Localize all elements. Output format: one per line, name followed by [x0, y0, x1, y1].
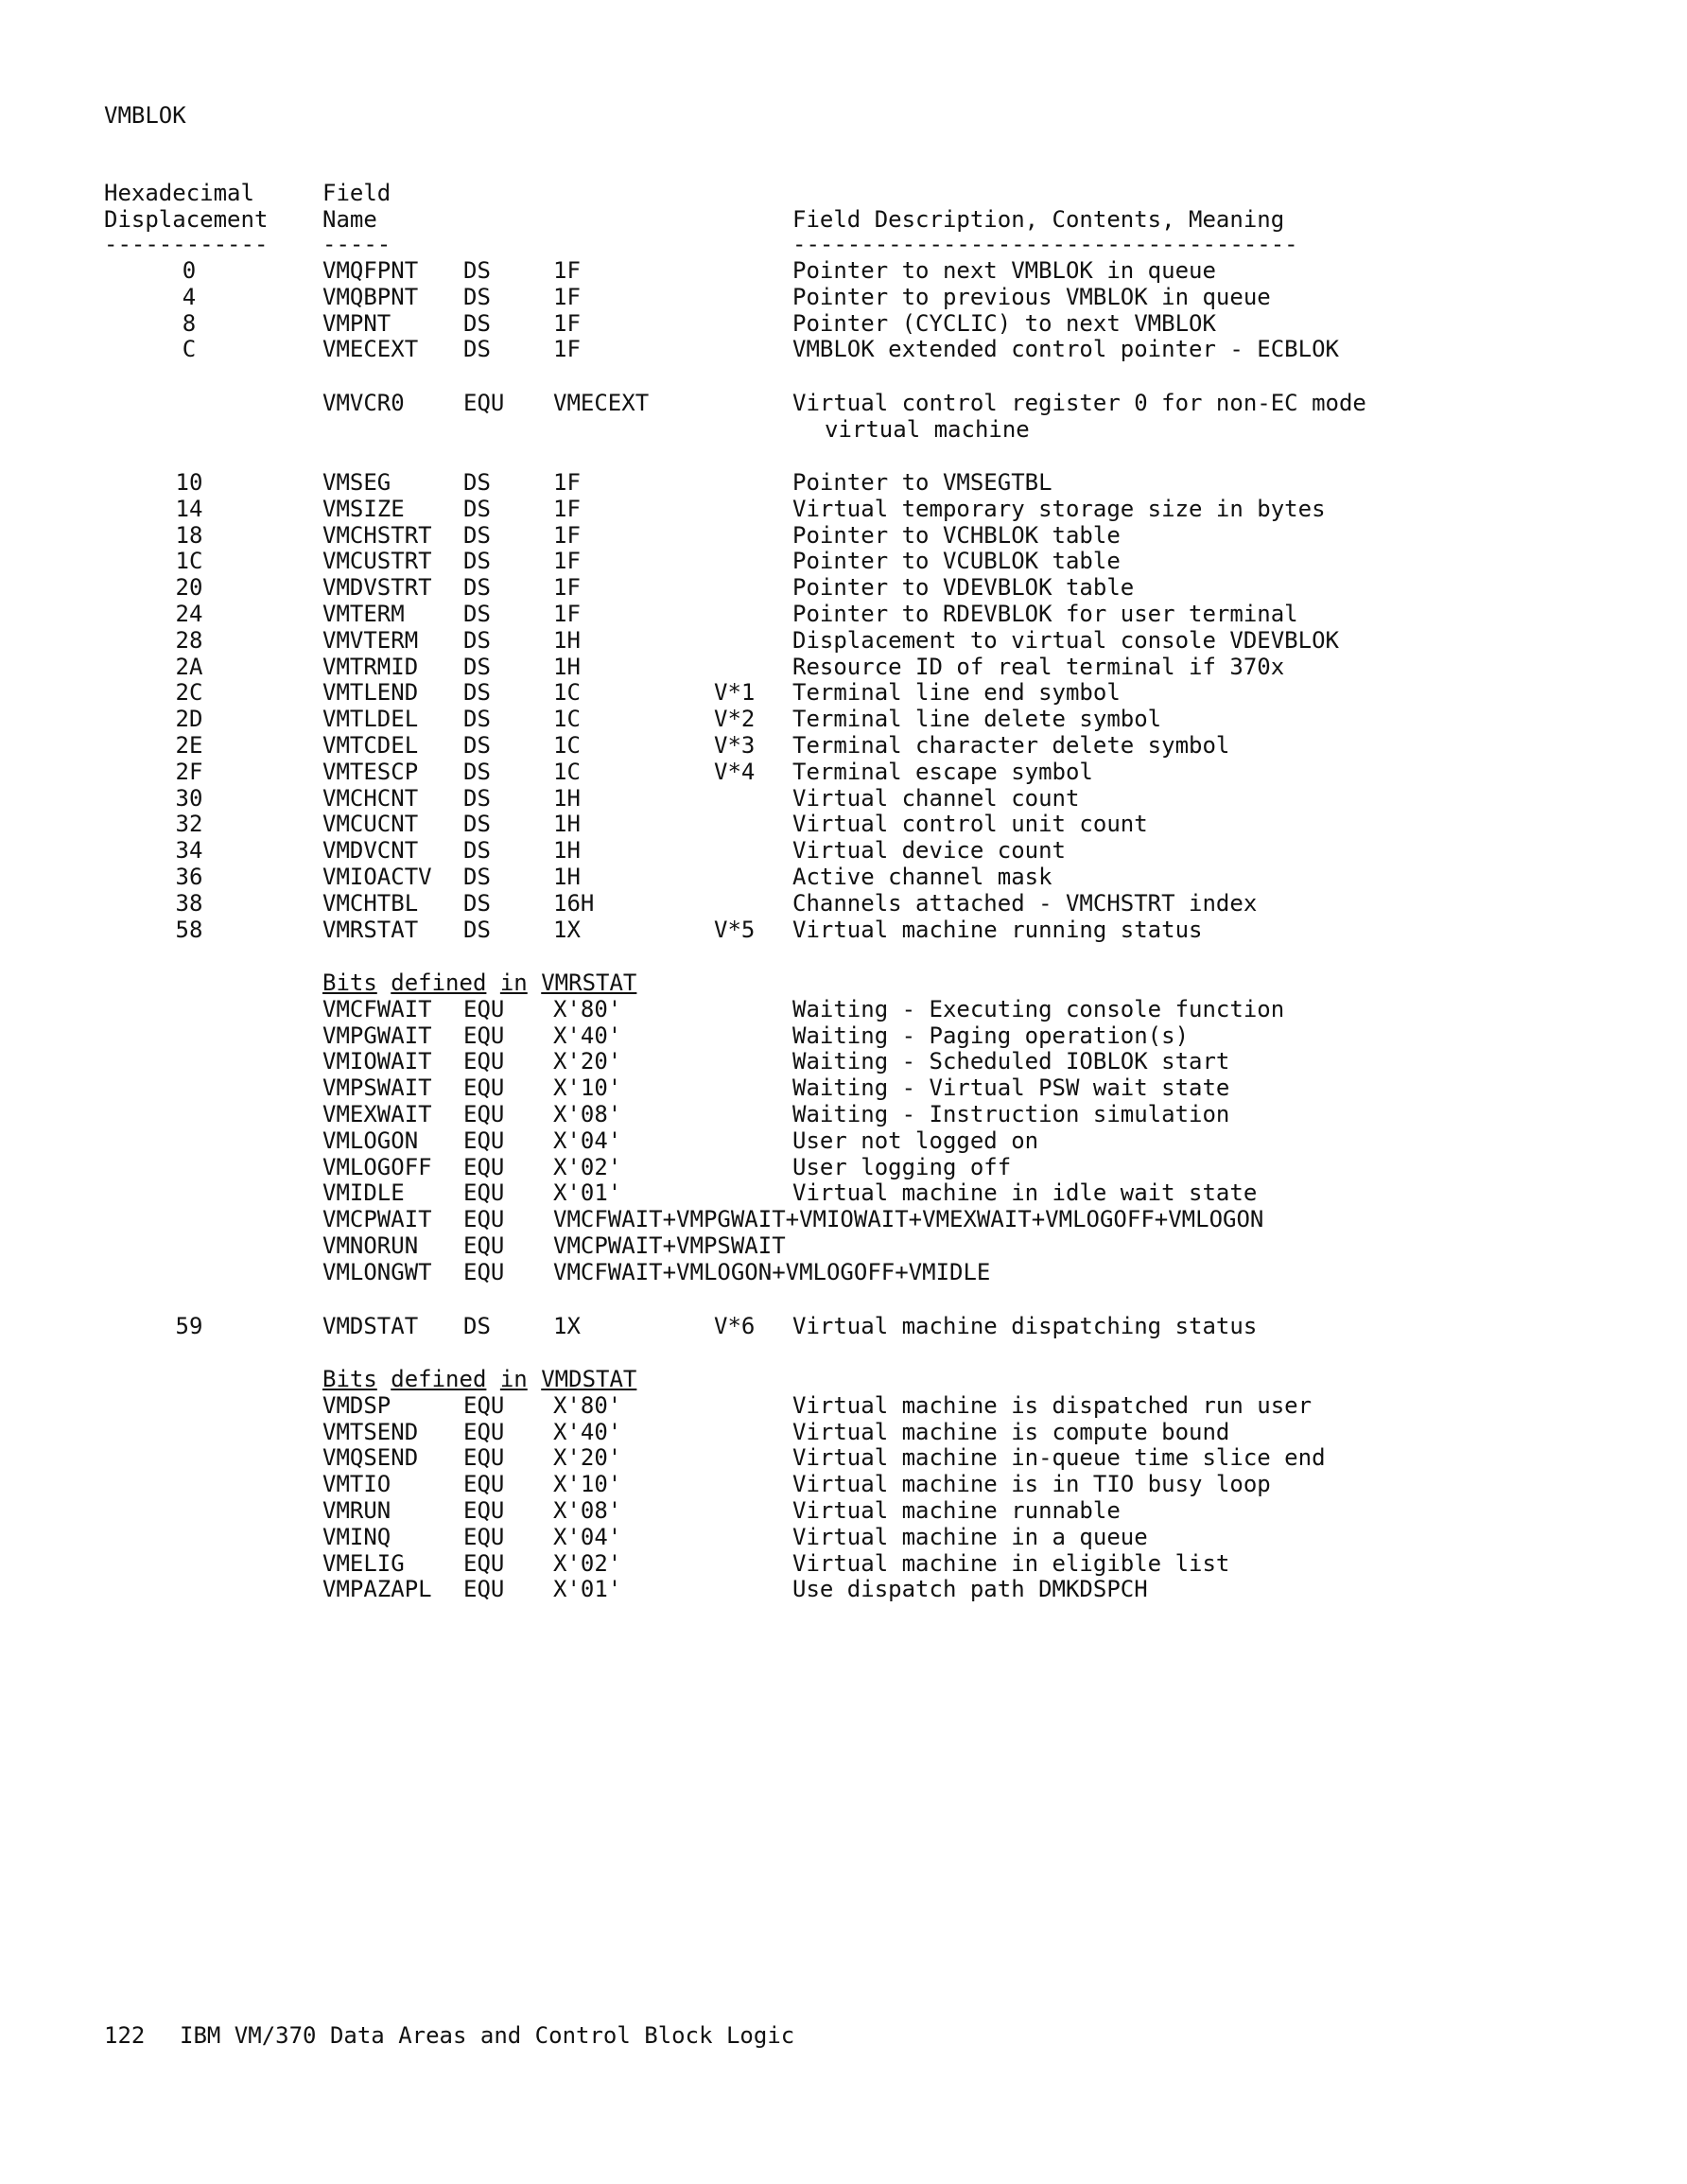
- field-name: VMQSEND: [322, 1444, 419, 1472]
- field-length: X'80': [553, 1391, 622, 1419]
- field-type: EQU: [463, 390, 505, 416]
- field-description: Resource ID of real terminal if 370x: [792, 653, 1285, 680]
- field-type: DS: [463, 653, 491, 680]
- field-type: DS: [463, 732, 491, 759]
- section-heading-word: VMRSTAT: [541, 970, 637, 996]
- field-description: Pointer to next VMBLOK in queue: [792, 257, 1216, 284]
- field-length: 1H: [553, 784, 581, 812]
- field-description: Virtual machine in idle wait state: [792, 1179, 1258, 1207]
- field-type: DS: [463, 811, 491, 838]
- field-description: Terminal line end symbol: [792, 679, 1121, 707]
- field-description: Terminal escape symbol: [792, 758, 1093, 785]
- field-description: Virtual machine in eligible list: [792, 1549, 1230, 1577]
- field-length: X'40': [553, 1418, 622, 1445]
- field-type: DS: [463, 784, 491, 812]
- field-name: VMTESCP: [322, 758, 419, 785]
- table-row: [0, 1497, 1687, 1524]
- field-type: DS: [463, 626, 491, 654]
- table-row: [0, 284, 1687, 310]
- field-length: X'20': [553, 1444, 622, 1472]
- field-name: VMELIG: [322, 1549, 405, 1577]
- field-description: Pointer to VCUBLOK table: [792, 548, 1121, 575]
- field-type: EQU: [463, 1048, 505, 1075]
- field-description: Virtual machine runnable: [792, 1497, 1121, 1524]
- field-type: DS: [463, 521, 491, 549]
- table-row: [0, 1232, 1687, 1259]
- field-length: 1H: [553, 864, 581, 890]
- table-row: [0, 759, 1687, 785]
- field-description: Waiting - Instruction simulation: [792, 1101, 1230, 1127]
- field-length: X'80': [553, 995, 622, 1022]
- field-type: DS: [463, 889, 491, 917]
- field-displacement: 28: [175, 626, 203, 654]
- field-type: DS: [463, 864, 491, 890]
- field-description: Waiting - Paging operation(s): [792, 1022, 1190, 1049]
- field-length: X'02': [553, 1153, 622, 1180]
- table-row: [0, 548, 1687, 574]
- field-type: EQU: [463, 1206, 505, 1233]
- field-flag: V*4: [714, 758, 756, 785]
- col-head-desc: Field Description, Contents, Meaning: [792, 206, 1285, 233]
- field-length: 1H: [553, 653, 581, 680]
- field-name: VMIOWAIT: [322, 1048, 432, 1075]
- field-name: VMRSTAT: [322, 916, 419, 943]
- field-type: EQU: [463, 1471, 505, 1498]
- field-name: VMLOGOFF: [322, 1153, 432, 1180]
- field-description: Channels attached - VMCHSTRT index: [792, 889, 1258, 917]
- field-description: Virtual device count: [792, 837, 1066, 865]
- field-displacement: 38: [175, 889, 203, 917]
- field-displacement: 2F: [175, 758, 203, 785]
- field-description: Virtual control register 0 for non-EC mode: [792, 390, 1366, 416]
- field-displacement: 2D: [175, 706, 203, 733]
- field-name: VMDVSTRT: [322, 574, 432, 602]
- field-name: VMTIO: [322, 1471, 391, 1498]
- field-type: DS: [463, 309, 491, 337]
- section-heading-word: VMDSTAT: [541, 1366, 637, 1392]
- field-flag: V*6: [714, 1313, 756, 1339]
- table-row: [0, 1048, 1687, 1075]
- field-type: EQU: [463, 1101, 505, 1127]
- col-head-disp-2: Displacement: [104, 206, 269, 233]
- field-type: DS: [463, 1313, 491, 1339]
- field-length: VMCPWAIT+VMPSWAIT: [553, 1232, 786, 1259]
- field-name: VMIDLE: [322, 1179, 405, 1207]
- table-row: [0, 996, 1687, 1022]
- field-name: VMNORUN: [322, 1232, 419, 1259]
- field-description: Pointer to VCHBLOK table: [792, 521, 1121, 549]
- section-heading-word: defined: [391, 970, 487, 996]
- field-description: Waiting - Executing console function: [792, 995, 1285, 1022]
- section-heading-word: Bits: [322, 970, 377, 996]
- field-displacement: 2A: [175, 653, 203, 680]
- field-length: 1C: [553, 732, 581, 759]
- field-length: 1C: [553, 706, 581, 733]
- table-row: [0, 1576, 1687, 1602]
- field-name: VMTCDEL: [322, 732, 419, 759]
- field-name: VMCHCNT: [322, 784, 419, 812]
- table-row: [0, 837, 1687, 864]
- field-length: X'01': [553, 1576, 622, 1603]
- field-description: Pointer to VMSEGTBL: [792, 469, 1052, 496]
- field-type: DS: [463, 706, 491, 733]
- table-row: [0, 864, 1687, 890]
- field-type: DS: [463, 495, 491, 522]
- section-heading-word: in: [499, 970, 528, 996]
- field-name: VMPAZAPL: [322, 1576, 432, 1603]
- field-length: 1F: [553, 283, 581, 310]
- field-displacement: 4: [182, 283, 197, 310]
- col-rule-disp: ------------: [104, 231, 269, 257]
- field-description: User not logged on: [792, 1127, 1039, 1154]
- field-description: Virtual machine running status: [792, 916, 1203, 943]
- field-description: Virtual machine in a queue: [792, 1523, 1148, 1550]
- table-row: [0, 574, 1687, 601]
- field-type: EQU: [463, 1127, 505, 1154]
- field-type: EQU: [463, 1179, 505, 1207]
- field-description: User logging off: [792, 1153, 1012, 1180]
- field-name: VMCHTBL: [322, 889, 419, 917]
- field-name: VMRUN: [322, 1497, 391, 1524]
- field-type: DS: [463, 574, 491, 602]
- table-row: [0, 496, 1687, 522]
- field-type: DS: [463, 679, 491, 707]
- field-flag: V*2: [714, 706, 756, 733]
- table-row: [0, 1075, 1687, 1101]
- field-length: VMECEXT: [553, 390, 650, 416]
- field-flag: V*3: [714, 732, 756, 759]
- table-row: [0, 310, 1687, 337]
- field-name: VMSIZE: [322, 495, 405, 522]
- table-row: [0, 1550, 1687, 1577]
- field-description: Use dispatch path DMKDSPCH: [792, 1576, 1148, 1603]
- field-description: Virtual temporary storage size in bytes: [792, 495, 1326, 522]
- field-displacement: 20: [175, 574, 203, 602]
- table-row: [0, 1471, 1687, 1497]
- field-description: Waiting - Scheduled IOBLOK start: [792, 1048, 1230, 1075]
- field-name: VMVCR0: [322, 390, 405, 416]
- field-displacement: 58: [175, 916, 203, 943]
- table-row: [0, 627, 1687, 654]
- table-row: [0, 679, 1687, 706]
- field-description: Pointer to VDEVBLOK table: [792, 574, 1135, 602]
- field-name: VMVTERM: [322, 626, 419, 654]
- field-description-continued: virtual machine: [825, 415, 1030, 443]
- field-type: DS: [463, 916, 491, 943]
- table-row: [0, 522, 1687, 549]
- field-description: Virtual machine is compute bound: [792, 1418, 1230, 1445]
- field-description: Virtual machine dispatching status: [792, 1313, 1258, 1339]
- field-type: EQU: [463, 995, 505, 1022]
- field-length: VMCFWAIT+VMLOGON+VMLOGOFF+VMIDLE: [553, 1258, 991, 1285]
- section-heading-word: defined: [391, 1366, 487, 1392]
- field-displacement: 1C: [175, 548, 203, 575]
- field-displacement: 18: [175, 521, 203, 549]
- table-row: [0, 1022, 1687, 1049]
- field-length: X'20': [553, 1048, 622, 1075]
- field-displacement: 8: [182, 309, 197, 337]
- table-row-continuation: [0, 416, 1687, 443]
- table-row: [0, 1313, 1687, 1339]
- field-name: VMLONGWT: [322, 1258, 432, 1285]
- field-description: Virtual channel count: [792, 784, 1080, 812]
- field-type: DS: [463, 283, 491, 310]
- field-length: X'10': [553, 1471, 622, 1498]
- field-length: X'08': [553, 1101, 622, 1127]
- field-description: Displacement to virtual console VDEVBLOK: [792, 626, 1339, 654]
- field-type: EQU: [463, 1576, 505, 1603]
- field-length: 16H: [553, 889, 595, 917]
- field-description: Terminal character delete symbol: [792, 732, 1230, 759]
- field-name: VMPNT: [322, 309, 391, 337]
- field-name: VMCPWAIT: [322, 1206, 432, 1233]
- field-displacement: 2C: [175, 679, 203, 707]
- table-row: [0, 1127, 1687, 1154]
- table-row: [0, 469, 1687, 496]
- table-row: [0, 654, 1687, 680]
- field-length: 1H: [553, 626, 581, 654]
- field-length: 1F: [553, 495, 581, 522]
- field-name: VMTRMID: [322, 653, 419, 680]
- field-name: VMINQ: [322, 1523, 391, 1550]
- field-type: EQU: [463, 1497, 505, 1524]
- col-rule-name: -----: [322, 231, 391, 257]
- field-length: X'04': [553, 1523, 622, 1550]
- field-type: EQU: [463, 1391, 505, 1419]
- field-length: VMCFWAIT+VMPGWAIT+VMIOWAIT+VMEXWAIT+VMLOGOFF+VMLOGON: [553, 1206, 1264, 1233]
- field-description: Active channel mask: [792, 864, 1052, 890]
- field-length: 1F: [553, 601, 581, 627]
- field-displacement: 24: [175, 601, 203, 627]
- table-row: [0, 706, 1687, 732]
- field-length: 1H: [553, 811, 581, 838]
- footer-book-title: IBM VM/370 Data Areas and Control Block Logic: [180, 2022, 795, 2049]
- field-description: Virtual machine is in TIO busy loop: [792, 1471, 1271, 1498]
- table-row: [0, 1179, 1687, 1206]
- field-name: VMQBPNT: [322, 283, 419, 310]
- field-length: 1X: [553, 916, 581, 943]
- field-displacement: 34: [175, 837, 203, 865]
- field-name: VMQFPNT: [322, 257, 419, 284]
- field-type: EQU: [463, 1075, 505, 1102]
- field-name: VMIOACTV: [322, 864, 432, 890]
- footer-page-number: 122: [104, 2022, 146, 2049]
- field-type: EQU: [463, 1418, 505, 1445]
- field-length: 1F: [553, 548, 581, 575]
- field-type: DS: [463, 601, 491, 627]
- field-type: DS: [463, 758, 491, 785]
- table-row: [0, 1419, 1687, 1445]
- section-heading-word: Bits: [322, 1366, 377, 1392]
- field-description: Virtual control unit count: [792, 811, 1148, 838]
- field-displacement: C: [182, 336, 197, 363]
- table-row: [0, 1259, 1687, 1285]
- col-rule-desc: -------------------------------------: [792, 231, 1298, 257]
- field-name: VMPGWAIT: [322, 1022, 432, 1049]
- section-heading-vmdstat: [322, 1366, 636, 1392]
- table-row: [0, 1392, 1687, 1419]
- table-row: [0, 1101, 1687, 1127]
- field-type: EQU: [463, 1523, 505, 1550]
- field-length: 1F: [553, 257, 581, 284]
- field-flag: V*1: [714, 679, 756, 707]
- field-type: DS: [463, 336, 491, 363]
- field-flag: V*5: [714, 916, 756, 943]
- field-name: VMCUCNT: [322, 811, 419, 838]
- field-displacement: 36: [175, 864, 203, 890]
- table-row: [0, 1206, 1687, 1232]
- field-type: EQU: [463, 1153, 505, 1180]
- field-name: VMCHSTRT: [322, 521, 432, 549]
- field-name: VMCFWAIT: [322, 995, 432, 1022]
- field-displacement: 2E: [175, 732, 203, 759]
- table-row: [0, 732, 1687, 759]
- field-name: VMDVCNT: [322, 837, 419, 865]
- field-type: DS: [463, 548, 491, 575]
- section-heading-vmrstat: [322, 970, 636, 996]
- field-length: X'04': [553, 1127, 622, 1154]
- field-length: 1F: [553, 309, 581, 337]
- field-length: X'02': [553, 1549, 622, 1577]
- table-row: [0, 890, 1687, 917]
- field-description: VMBLOK extended control pointer - ECBLOK: [792, 336, 1339, 363]
- field-displacement: 14: [175, 495, 203, 522]
- table-row: [0, 811, 1687, 837]
- field-type: DS: [463, 837, 491, 865]
- field-length: 1X: [553, 1313, 581, 1339]
- field-name: VMTLEND: [322, 679, 419, 707]
- field-length: 1F: [553, 336, 581, 363]
- section-heading-word: in: [499, 1366, 528, 1392]
- field-length: 1C: [553, 679, 581, 707]
- table-row: [0, 257, 1687, 284]
- field-name: VMTLDEL: [322, 706, 419, 733]
- field-length: X'08': [553, 1497, 622, 1524]
- field-name: VMDSP: [322, 1391, 391, 1419]
- field-name: VMTERM: [322, 601, 405, 627]
- field-length: 1H: [553, 837, 581, 865]
- field-name: VMSEG: [322, 469, 391, 496]
- field-type: EQU: [463, 1232, 505, 1259]
- field-description: Terminal line delete symbol: [792, 706, 1162, 733]
- field-length: X'10': [553, 1075, 622, 1102]
- field-type: EQU: [463, 1022, 505, 1049]
- field-name: VMECEXT: [322, 336, 419, 363]
- field-name: VMEXWAIT: [322, 1101, 432, 1127]
- field-name: VMTSEND: [322, 1418, 419, 1445]
- field-length: 1C: [553, 758, 581, 785]
- table-row: [0, 785, 1687, 812]
- field-displacement: 10: [175, 469, 203, 496]
- field-description: Virtual machine is dispatched run user: [792, 1391, 1313, 1419]
- field-length: X'01': [553, 1179, 622, 1207]
- field-displacement: 30: [175, 784, 203, 812]
- field-name: VMLOGON: [322, 1127, 419, 1154]
- field-length: 1F: [553, 574, 581, 602]
- field-description: Waiting - Virtual PSW wait state: [792, 1075, 1230, 1102]
- field-length: 1F: [553, 469, 581, 496]
- field-name: VMCUSTRT: [322, 548, 432, 575]
- field-name: VMDSTAT: [322, 1313, 419, 1339]
- field-displacement: 32: [175, 811, 203, 838]
- col-head-name-1: Field: [322, 180, 391, 206]
- table-row: [0, 1154, 1687, 1180]
- table-row: [0, 601, 1687, 627]
- field-type: EQU: [463, 1444, 505, 1472]
- field-displacement: 0: [182, 257, 197, 284]
- field-type: DS: [463, 469, 491, 496]
- table-row: [0, 917, 1687, 943]
- running-title: VMBLOK: [104, 102, 186, 129]
- table-row: [0, 390, 1687, 416]
- field-description: Virtual machine in-queue time slice end: [792, 1444, 1326, 1472]
- field-type: EQU: [463, 1258, 505, 1285]
- table-row: [0, 336, 1687, 362]
- field-description: Pointer to RDEVBLOK for user terminal: [792, 601, 1298, 627]
- col-head-name-2: Name: [322, 206, 377, 233]
- field-displacement: 59: [175, 1313, 203, 1339]
- table-row: [0, 1444, 1687, 1471]
- field-type: EQU: [463, 1549, 505, 1577]
- field-description: Pointer to previous VMBLOK in queue: [792, 283, 1271, 310]
- field-description: Pointer (CYCLIC) to next VMBLOK: [792, 309, 1216, 337]
- field-name: VMPSWAIT: [322, 1075, 432, 1102]
- field-length: 1F: [553, 521, 581, 549]
- col-head-disp-1: Hexadecimal: [104, 180, 254, 206]
- table-row: [0, 1524, 1687, 1550]
- field-length: X'40': [553, 1022, 622, 1049]
- field-type: DS: [463, 257, 491, 284]
